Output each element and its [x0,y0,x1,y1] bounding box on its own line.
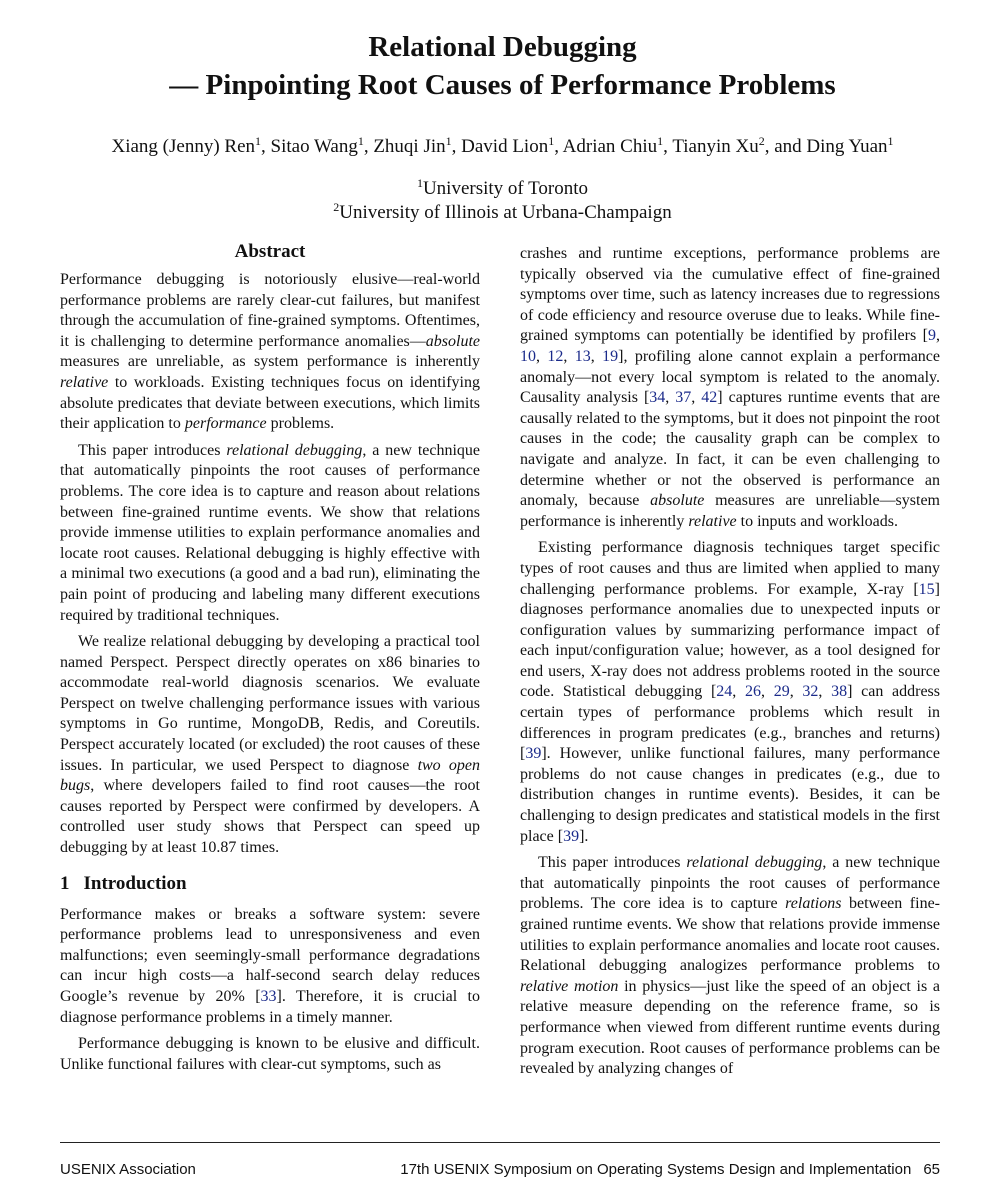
footer-publisher: USENIX Association [60,1161,196,1178]
abstract-paragraph-3 [60,632,480,859]
citation-link[interactable]: 10 [520,347,536,365]
author-separator: , [554,136,563,157]
emphasis-text: relative [688,512,737,530]
emphasis-text: relative [60,373,109,391]
text-run: between fine-grained runtime events. We show that relations provide immense utilities to explain performance anomalies and locate root causes. Relational debugging analogizes performance problems to [520,895,940,975]
right-column [520,244,940,1086]
affiliation-1: $^1$University of Toronto [416,176,589,199]
author-affiliation-mark: 1 [548,134,555,148]
text-run: in physics—just like the speed of an object is a relative measure depending on the reference frame, so is performance when viewed from different runtime events during program execution. Root causes of performance problems can be revealed by analyzing changes of [520,977,941,1078]
author-separator: , [261,136,271,157]
text-run: , [760,683,774,701]
page-number: 65 [923,1161,940,1178]
text-run: , [818,683,832,701]
citation-link[interactable]: 15 [918,580,935,598]
section-title: Introduction [83,872,187,894]
text-run: to inputs and workloads. [736,512,898,530]
author-name: Adrian Chiu [562,136,658,157]
citation-link[interactable]: 9 [928,327,936,345]
footer-venue [400,1161,940,1179]
emphasis-text: relations [785,895,842,913]
emphasis-text: absolute [425,332,480,350]
text-run: problems. [266,415,335,433]
citation-link[interactable]: 39 [563,827,580,845]
emphasis-text: performance [184,415,267,433]
author-affiliation-mark: 1 [255,134,262,148]
author-name: Sitao Wang [270,136,358,157]
citation-link[interactable]: 42 [701,389,718,407]
text-run: to workloads. Existing techniques focus on identifying absolute predicates that deviate between executions, which limits their application to [60,373,480,433]
emphasis-text: two open bugs [60,756,481,795]
title-line-1: Relational Debugging [368,31,637,63]
text-run: , [691,389,702,407]
intro-paragraph-1 [60,905,480,1029]
abstract-paragraph-2 [60,441,480,626]
author-affiliation-mark: 2 [758,134,765,148]
citation-link[interactable]: 24 [716,683,733,701]
text-run: , [536,347,548,365]
text-run: , where developers failed to find root causes—the root causes reported by Perspect were confirmed by developers. A controlled user study shows that Perspect can speed up debugging by at least 10.87 times. [60,777,480,857]
author-affiliation-mark: 1 [887,134,894,148]
text-run: Existing performance diagnosis techniques target specific types of root causes and thus are limited when applied to many challenging performance problems. For example, X-ray [ [520,539,940,598]
right-paragraph-1 [520,244,940,532]
emphasis-text: relative motion [520,977,619,995]
text-run: ]. However, unlike functional failures, many performance problems do not cause changes in predicates (e.g., due to distribution changes in runtime events). Besides, it can be challenging to design predicates and statistical models in the first place [ [520,745,940,845]
abstract-paragraph-1 [60,270,480,435]
author-name: Ding Yuan [806,136,888,157]
author-affiliation-mark: 1 [445,134,452,148]
citation-link[interactable]: 38 [831,683,848,701]
text-run: , [732,683,745,701]
text-run: This paper introduces [78,441,227,459]
citation-link[interactable]: 32 [802,683,819,701]
footer-rule [60,1142,940,1143]
text-run: Performance debugging is known to be elusive and difficult. Unlike functional failures with clear-cut symptoms, such as [60,1035,480,1073]
author-name: Zhuqi Jin [373,136,446,157]
right-paragraph-3 [520,853,940,1080]
emphasis-text: absolute [650,492,705,510]
intro-paragraph-2 [60,1034,480,1075]
affiliation-2: $^2$University of Illinois at Urbana-Champaign [333,200,672,223]
text-run: , [936,327,940,345]
text-run: ]. Therefore, it is crucial to diagnose performance problems in a timely manner. [60,988,480,1026]
section-number: 1 [60,872,70,894]
text-run: Performance debugging is notoriously elusive—real-world performance problems are rarely clear-cut failures, but manifest through the accumulation of fine-grained symptoms. Oftentimes, it is challenging to determine performance anomalies— [60,271,480,350]
author-affiliation-mark: 1 [657,134,664,148]
citation-link[interactable]: 13 [574,347,591,365]
author-separator: , [451,136,462,157]
text-run: ] can address certain types of performance problems which result in differences in program predicates (e.g., branches and returns) [ [520,683,941,763]
citation-link[interactable]: 33 [260,988,277,1005]
author-affiliation-mark: 1 [357,134,364,148]
citation-link[interactable]: 37 [675,389,692,407]
title-line-2: — Pinpointing Root Causes of Performance Problems [169,69,836,101]
text-run: , a new technique that automatically pinpoints the root causes of performance problems. The core idea is to capture and reason about relations between fine-grained runtime events. We show that relations provide immense utilities to explain performance anomalies and locate root causes. Relational debugging is highly effective with a minimal two executions (a good and a bad run), eliminating the pain point of producing and labeling many different executions required by traditional techniques. [60,441,481,624]
emphasis-text: relational debugging [686,854,823,872]
author-separator: , [363,136,374,157]
section-heading-introduction [60,872,480,896]
text-run: , a new technique that automatically pinpoints the root causes of performance problems. The core idea is to capture [520,854,941,913]
author-name: Xiang (Jenny) Ren [111,136,256,157]
left-column [60,240,480,1081]
author-separator: , and [764,136,807,157]
text-run: measures are unreliable—system performance is inherently [520,492,941,530]
emphasis-text: relational debugging [226,441,363,459]
text-run: ] captures runtime events that are causally related to the symptoms, but it does not pinpoint the root causes in the code; the causality graph can be complex to navigate and analyze. In fact, it can be even challenging to determine whether or not the observed is performance an anomaly, because [520,389,941,510]
text-run: This paper introduces [538,854,687,872]
citation-link[interactable]: 26 [744,683,761,701]
citation-link[interactable]: 29 [773,683,790,701]
citation-link[interactable]: 12 [547,347,564,365]
text-run: , [789,683,803,701]
author-name: David Lion [461,136,549,157]
footer-venue-text: 17th USENIX Symposium on Operating Systems Design and Implementation [400,1161,912,1178]
text-run: , [665,389,676,407]
text-run: crashes and runtime exceptions, performance problems are typically observed via the cumulative effect of fine-grained symptoms over time, such as latency increases due to regressions of code efficiency and resource overuse due to leaks. While fine-grained symptoms can potentially be identified by profilers [ [520,245,940,345]
citation-link[interactable]: 34 [649,389,666,407]
author-name: Tianyin Xu [672,136,759,157]
right-paragraph-2 [520,538,940,847]
text-run: measures are unreliable, as system performance is inherently [60,353,480,371]
paper-title [0,28,1005,104]
author-separator: , [663,136,673,157]
text-run: We realize relational debugging by developing a practical tool named Perspect. Perspect directly operates on x86 binaries to accommodate real-world diagnosis scenarios. We evaluate Perspect on twelve challenging performance issues with various symptoms in Go runtime, MongoDB, Redis, and Coreutils. Perspect accurately located (or excluded) the root causes of these issues. In particular, we used Perspect to diagnose [60,633,480,774]
affiliation-list [0,177,1005,225]
text-run: Performance makes or breaks a software system: severe performance problems lead to unresponsiveness and even malfunctions; even seemingly-small performance degradations can incur high costs—a half-second search delay reduces Google’s revenue by 20% [ [60,905,480,1005]
text-run: ]. [579,827,589,845]
text-run: ], profiling alone cannot explain a performance anomaly—not every local symptom is related to the anomaly. Causality analysis [ [520,347,941,407]
abstract-heading: Abstract [234,241,306,262]
author-list [0,134,1005,160]
citation-link[interactable]: 19 [602,347,619,365]
citation-link[interactable]: 39 [525,745,542,763]
text-run: , [563,347,575,365]
text-run: , [590,347,603,365]
text-run: ] diagnoses performance anomalies due to unexpected inputs or configuration values by summarizing performance impact of each input/configuration value; however, as a tool designed for end users, X-ray does not address problems rooted in the source code. Statistical debugging [ [520,580,940,701]
